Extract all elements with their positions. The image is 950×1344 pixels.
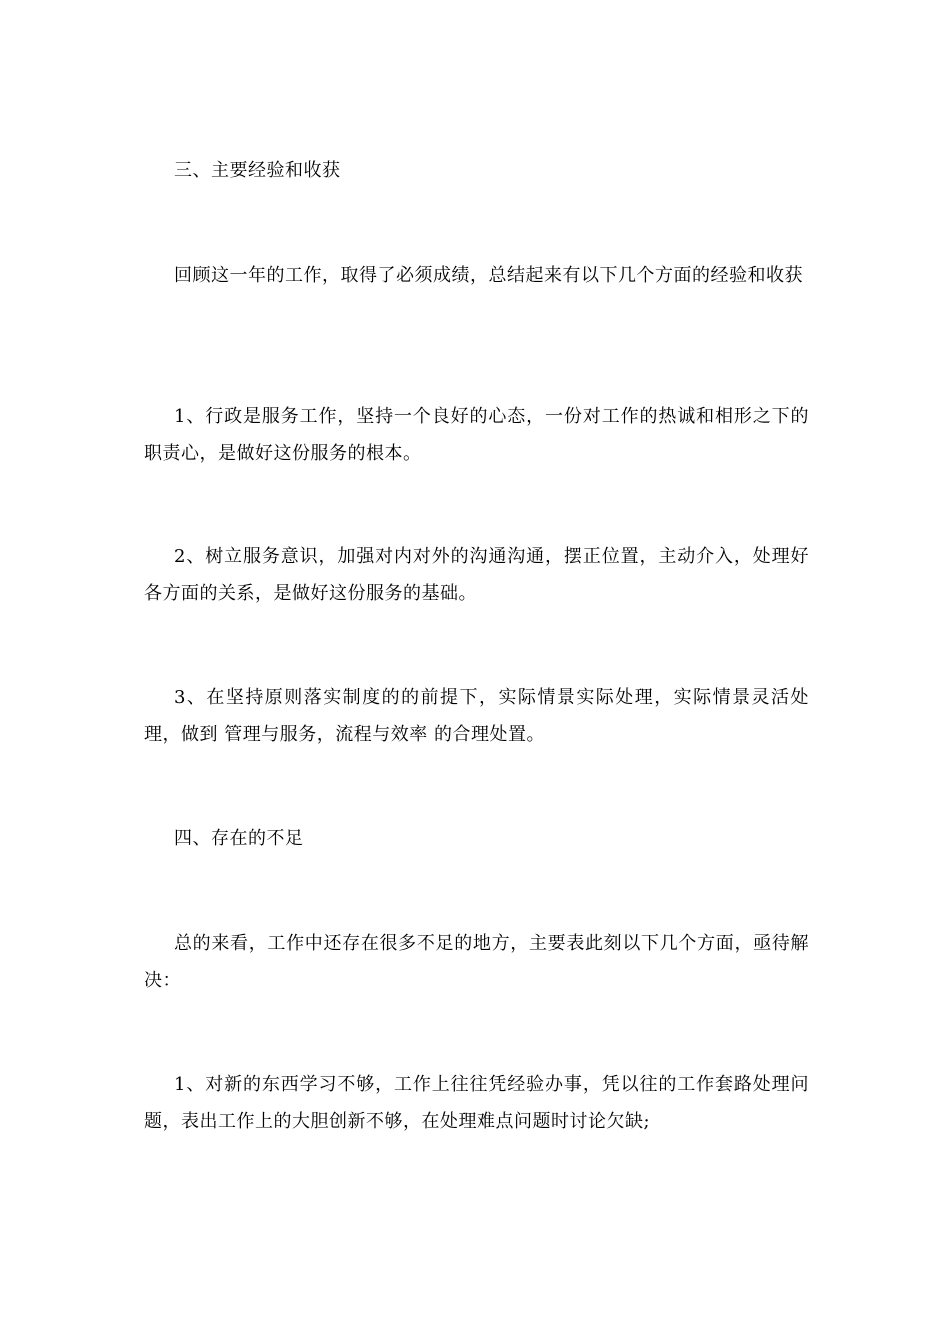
paragraph-experience-2: 2、树立服务意识，加强对内对外的沟通沟通，摆正位置，主动介入，处理好各方面的关系，是做好这份服务的基础。 <box>144 546 809 604</box>
section-heading-shortcomings: 四、存在的不足 <box>174 828 304 849</box>
section-heading-main-experience: 三、主要经验和收获 <box>174 160 341 181</box>
paragraph-overall: 总的来看，工作中还存在很多不足的地方，主要表此刻以下几个方面，亟待解决： <box>144 933 809 991</box>
paragraph-experience-3: 3、在坚持原则落实制度的的前提下，实际情景实际处理，实际情景灵活处理，做到 管理与服务，流程与效率 的合理处置。 <box>144 687 809 745</box>
paragraph-review: 回顾这一年的工作，取得了必须成绩，总结起来有以下几个方面的经验和收获 <box>174 265 803 286</box>
paragraph-experience-1: 1、行政是服务工作，坚持一个良好的心态，一份对工作的热诚和相形之下的职责心，是做好这份服务的根本。 <box>144 406 809 464</box>
paragraph-shortcoming-1: 1、对新的东西学习不够，工作上往往凭经验办事，凭以往的工作套路处理问题，表出工作上的大胆创新不够，在处理难点问题时讨论欠缺; <box>144 1074 809 1132</box>
